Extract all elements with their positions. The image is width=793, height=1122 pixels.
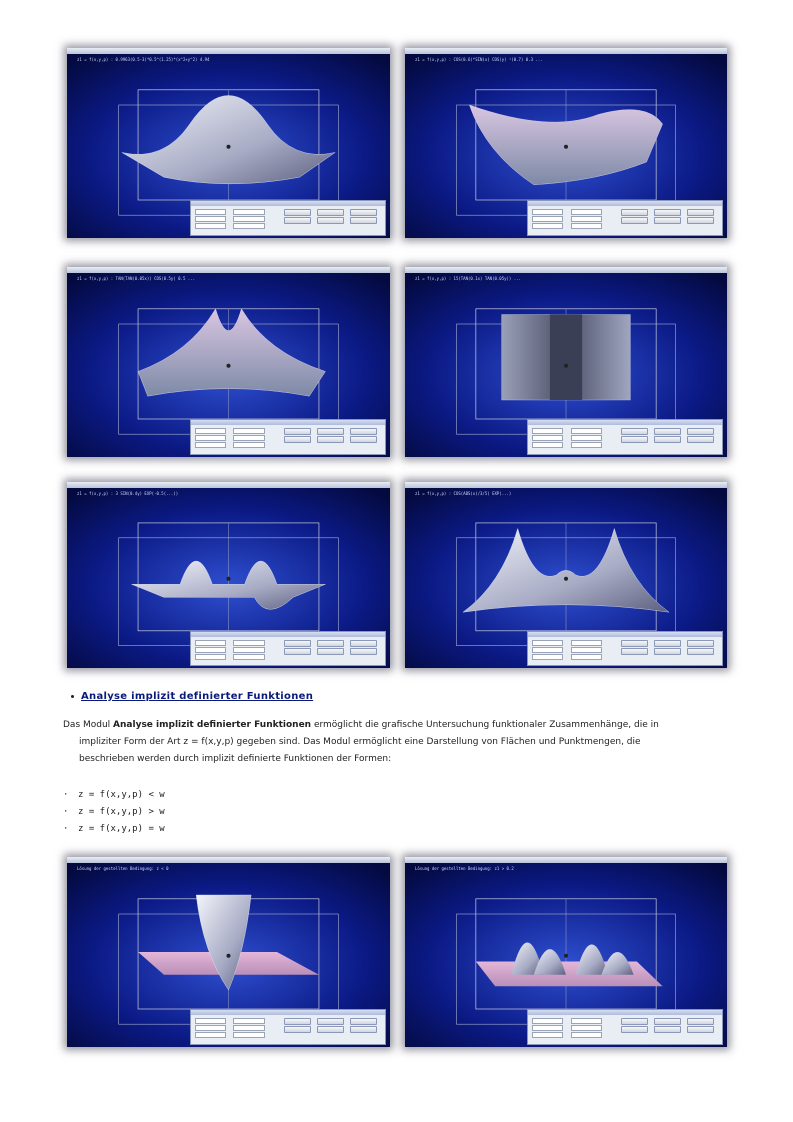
formula-label: z1 = f(x,y,p) : TAN(TAN(0.05x)) COS(0.5y) 0.5 ...	[77, 276, 196, 281]
panel-field[interactable]	[532, 209, 563, 215]
module-name: Analyse implizit definierter Funktionen	[113, 720, 312, 730]
panel-field[interactable]	[532, 435, 563, 441]
panel-field[interactable]	[532, 216, 563, 222]
panel-field[interactable]	[532, 654, 563, 660]
panel-field[interactable]	[195, 640, 226, 646]
panel-titlebar	[528, 632, 721, 637]
panel-button[interactable]	[317, 640, 344, 647]
panel-field[interactable]	[195, 435, 226, 441]
panel-button[interactable]	[621, 428, 648, 435]
panel-button[interactable]	[654, 436, 681, 443]
panel-button[interactable]	[317, 648, 344, 655]
formula-label: Lösung der gestellten Bedingung: z < 0	[77, 866, 169, 871]
panel-titlebar	[191, 1010, 385, 1015]
formula-item: · z = f(x,y,p) = w	[63, 824, 165, 834]
panel-field[interactable]	[571, 223, 602, 229]
panel-button[interactable]	[350, 648, 377, 655]
panel-field[interactable]	[532, 640, 563, 646]
panel-field[interactable]	[233, 640, 264, 646]
panel-field[interactable]	[233, 223, 264, 229]
section-link[interactable]	[71, 691, 313, 702]
panel-field[interactable]	[233, 1025, 264, 1031]
panel-field[interactable]	[195, 209, 226, 215]
panel-button[interactable]	[654, 640, 681, 647]
panel-field[interactable]	[233, 428, 264, 434]
panel-button[interactable]	[350, 640, 377, 647]
panel-button[interactable]	[350, 217, 377, 224]
screenshot-implicit-peaks	[405, 857, 727, 1047]
screenshot-surface-peaks	[405, 482, 727, 668]
panel-field[interactable]	[532, 1018, 563, 1024]
panel-field[interactable]	[233, 654, 264, 660]
panel-button[interactable]	[654, 209, 681, 216]
panel-button[interactable]	[284, 217, 311, 224]
panel-field[interactable]	[571, 1018, 602, 1024]
panel-field[interactable]	[532, 223, 563, 229]
panel-titlebar	[191, 420, 385, 425]
panel-field[interactable]	[532, 647, 563, 653]
description-paragraph: Das Modul Analyse implizit definierter Funktionen ermöglicht die grafische Untersuchung funktionaler Zusammenhänge, die in impliziter Form der Art z = f(x,y,p) gegeben sind. Das Modul ermöglicht eine Darstellung von Flächen und Punktmengen, die beschrieben werden durch implizit definierte Funktionen der Formen:	[63, 720, 659, 764]
formula-label: z1 = f(x,y,p) : COS(ABS(x)/3/5) EXP(...)	[415, 491, 512, 496]
panel-button[interactable]	[654, 1018, 681, 1025]
panel-titlebar	[528, 201, 721, 206]
panel-button[interactable]	[317, 209, 344, 216]
panel-button[interactable]	[317, 1026, 344, 1033]
panel-field[interactable]	[233, 216, 264, 222]
panel-button[interactable]	[350, 1018, 377, 1025]
panel-button[interactable]	[284, 428, 311, 435]
panel-button[interactable]	[654, 648, 681, 655]
formula-item: · z = f(x,y,p) > w	[63, 807, 165, 817]
control-panel[interactable]	[190, 419, 386, 455]
panel-field[interactable]	[571, 1032, 602, 1038]
formula-label: z1 = f(x,y,p) : COS(0.6)*SIN(x) COS(y) ¹(0.7) 0.3 ...	[415, 57, 543, 62]
panel-button[interactable]	[621, 648, 648, 655]
formula-list	[63, 787, 165, 838]
panel-button[interactable]	[350, 1026, 377, 1033]
panel-field[interactable]	[233, 209, 264, 215]
panel-button[interactable]	[350, 209, 377, 216]
panel-button[interactable]	[317, 1018, 344, 1025]
panel-field[interactable]	[532, 428, 563, 434]
panel-button[interactable]	[621, 217, 648, 224]
screenshot-surface-hills	[67, 482, 390, 668]
formula-item: · z = f(x,y,p) < w	[63, 790, 165, 800]
panel-field[interactable]	[195, 1032, 226, 1038]
panel-field[interactable]	[195, 654, 226, 660]
screenshot-surface-wave	[405, 48, 727, 238]
panel-field[interactable]	[571, 654, 602, 660]
panel-button[interactable]	[687, 648, 714, 655]
control-panel[interactable]	[527, 1009, 722, 1045]
control-panel[interactable]	[190, 631, 386, 666]
control-panel[interactable]	[527, 419, 722, 455]
screenshot-surface-bell	[67, 48, 390, 238]
panel-button[interactable]	[621, 436, 648, 443]
panel-button[interactable]	[350, 436, 377, 443]
panel-field[interactable]	[233, 442, 264, 448]
control-panel[interactable]	[190, 1009, 386, 1045]
panel-field[interactable]	[532, 1025, 563, 1031]
panel-field[interactable]	[233, 647, 264, 653]
panel-button[interactable]	[284, 1026, 311, 1033]
panel-titlebar	[191, 201, 385, 206]
panel-field[interactable]	[195, 442, 226, 448]
control-panel[interactable]	[527, 631, 722, 666]
panel-button[interactable]	[687, 428, 714, 435]
panel-field[interactable]	[532, 442, 563, 448]
control-panel[interactable]	[527, 200, 722, 236]
panel-field[interactable]	[571, 209, 602, 215]
panel-field[interactable]	[571, 428, 602, 434]
section-link-text[interactable]: Analyse implizit definierter Funktionen	[81, 691, 314, 702]
panel-button[interactable]	[654, 217, 681, 224]
panel-field[interactable]	[532, 1032, 563, 1038]
formula-label: z1 = f(x,y,p) : 3 SIN(0.4y) EXP(-0.5(...))	[77, 491, 179, 496]
panel-button[interactable]	[621, 1018, 648, 1025]
panel-field[interactable]	[233, 1018, 264, 1024]
panel-button[interactable]	[317, 436, 344, 443]
screenshot-surface-pillars	[405, 267, 727, 457]
panel-button[interactable]	[687, 436, 714, 443]
panel-field[interactable]	[571, 647, 602, 653]
panel-field[interactable]	[571, 435, 602, 441]
panel-field[interactable]	[195, 223, 226, 229]
panel-field[interactable]	[195, 428, 226, 434]
panel-button[interactable]	[687, 209, 714, 216]
bullet-icon	[71, 695, 74, 698]
panel-titlebar	[191, 632, 385, 637]
formula-label: z1 = f(x,y,p) : 15(TAN(0.1x) TAN(0.05y)) ...	[415, 276, 521, 281]
screenshot-surface-saddle	[67, 267, 390, 457]
panel-button[interactable]	[621, 1026, 648, 1033]
panel-field[interactable]	[571, 442, 602, 448]
panel-field[interactable]	[195, 1025, 226, 1031]
formula-label: z1 = f(x,y,p) : 0.9963(0.5-3)*0.5^(1.25)*(x^2+y^2) 4.94	[77, 57, 210, 62]
panel-button[interactable]	[687, 217, 714, 224]
panel-button[interactable]	[687, 640, 714, 647]
panel-button[interactable]	[284, 640, 311, 647]
panel-field[interactable]	[571, 1025, 602, 1031]
panel-button[interactable]	[687, 1018, 714, 1025]
panel-button[interactable]	[621, 640, 648, 647]
panel-field[interactable]	[233, 1032, 264, 1038]
panel-field[interactable]	[195, 1018, 226, 1024]
panel-button[interactable]	[654, 1026, 681, 1033]
panel-field[interactable]	[233, 435, 264, 441]
panel-button[interactable]	[284, 648, 311, 655]
panel-button[interactable]	[687, 1026, 714, 1033]
control-panel[interactable]	[190, 200, 386, 236]
panel-titlebar	[528, 1010, 721, 1015]
panel-field[interactable]	[571, 216, 602, 222]
screenshot-implicit-funnel	[67, 857, 390, 1047]
panel-button[interactable]	[350, 428, 377, 435]
panel-button[interactable]	[621, 209, 648, 216]
panel-field[interactable]	[195, 216, 226, 222]
panel-button[interactable]	[317, 217, 344, 224]
panel-titlebar	[528, 420, 721, 425]
panel-button[interactable]	[654, 428, 681, 435]
panel-button[interactable]	[284, 209, 311, 216]
formula-label: Lösung der gestellten Bedingung: z1 > 0.2	[415, 866, 514, 871]
panel-button[interactable]	[284, 1018, 311, 1025]
panel-button[interactable]	[317, 428, 344, 435]
panel-field[interactable]	[195, 647, 226, 653]
panel-button[interactable]	[284, 436, 311, 443]
panel-field[interactable]	[571, 640, 602, 646]
